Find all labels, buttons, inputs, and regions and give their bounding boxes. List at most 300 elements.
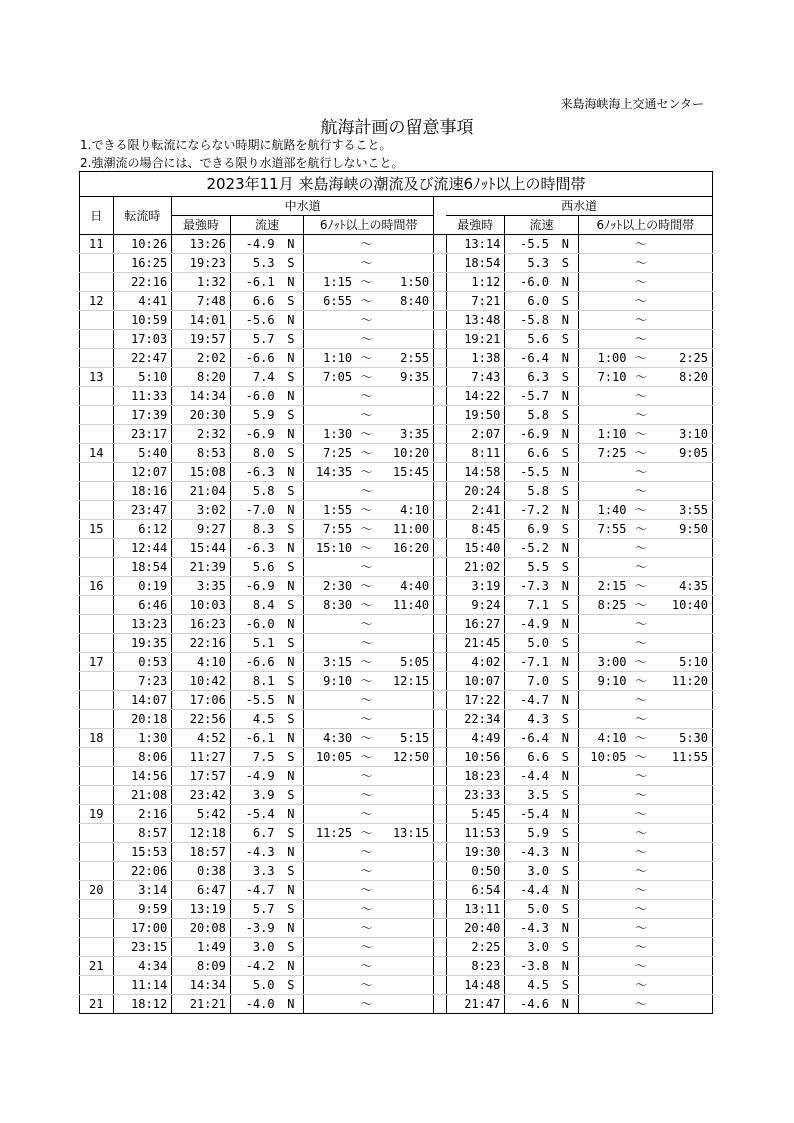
cell-nishi-tilde: ～	[631, 463, 652, 482]
cell-nishi-to	[651, 539, 712, 558]
cell-nishi-direction: N	[553, 805, 578, 824]
cell-separator	[434, 292, 447, 311]
cell-nishi-direction: N	[553, 425, 578, 444]
cell-separator	[434, 748, 447, 767]
cell-naka-to: 9:35	[377, 368, 434, 387]
cell-separator	[434, 938, 447, 957]
cell-nishi-from	[578, 976, 630, 995]
cell-nishi-speed: -4.4	[505, 767, 553, 786]
cell-day: 18	[80, 729, 114, 748]
cell-day	[80, 691, 114, 710]
cell-naka-direction: S	[279, 672, 304, 691]
cell-naka-speed: 3.0	[230, 938, 278, 957]
cell-naka-max: 4:10	[172, 653, 231, 672]
cell-naka-to: 16:20	[377, 539, 434, 558]
cell-day	[80, 862, 114, 881]
cell-nishi-tilde: ～	[631, 843, 652, 862]
cell-nishi-to	[651, 995, 712, 1014]
cell-turn: 15:53	[113, 843, 172, 862]
cell-nishi-direction: S	[553, 406, 578, 425]
header-nishi-channel: 西水道	[446, 197, 712, 216]
cell-nishi-from	[578, 482, 630, 501]
cell-nishi-direction: S	[553, 862, 578, 881]
cell-naka-speed: 4.5	[230, 710, 278, 729]
table-row	[80, 653, 713, 672]
cell-naka-to	[377, 634, 434, 653]
cell-naka-from	[304, 615, 356, 634]
cell-turn: 22:06	[113, 862, 172, 881]
cell-naka-speed: 8.1	[230, 672, 278, 691]
cell-naka-max: 5:42	[172, 805, 231, 824]
note-2: 2.強潮流の場合には、できる限り水道部を航行しないこと。	[80, 156, 404, 170]
cell-nishi-speed: -4.9	[505, 615, 553, 634]
cell-nishi-to: 9:05	[651, 444, 712, 463]
cell-nishi-max: 15:40	[446, 539, 505, 558]
cell-turn: 5:40	[113, 444, 172, 463]
cell-nishi-speed: -4.7	[505, 691, 553, 710]
cell-nishi-direction: S	[553, 368, 578, 387]
cell-nishi-from	[578, 292, 630, 311]
cell-turn: 22:16	[113, 273, 172, 292]
cell-nishi-to	[651, 938, 712, 957]
cell-nishi-tilde: ～	[631, 653, 652, 672]
table-row	[80, 976, 713, 995]
cell-day	[80, 311, 114, 330]
cell-naka-max: 14:34	[172, 976, 231, 995]
cell-naka-max: 21:04	[172, 482, 231, 501]
cell-nishi-to: 5:30	[651, 729, 712, 748]
cell-nishi-max: 2:07	[446, 425, 505, 444]
cell-nishi-max: 11:53	[446, 824, 505, 843]
cell-nishi-max: 8:45	[446, 520, 505, 539]
cell-nishi-tilde: ～	[631, 235, 652, 254]
cell-turn: 12:44	[113, 539, 172, 558]
cell-naka-speed: -6.9	[230, 577, 278, 596]
cell-separator	[434, 501, 447, 520]
cell-nishi-max: 14:58	[446, 463, 505, 482]
cell-nishi-from: 1:10	[578, 425, 630, 444]
cell-nishi-tilde: ～	[631, 596, 652, 615]
cell-nishi-max: 13:14	[446, 235, 505, 254]
cell-day	[80, 900, 114, 919]
cell-naka-to	[377, 387, 434, 406]
cell-naka-tilde: ～	[356, 786, 377, 805]
cell-separator	[434, 919, 447, 938]
cell-nishi-tilde: ～	[631, 919, 652, 938]
cell-turn: 2:16	[113, 805, 172, 824]
cell-nishi-speed: -7.1	[505, 653, 553, 672]
cell-naka-to: 12:15	[377, 672, 434, 691]
cell-separator	[434, 672, 447, 691]
cell-naka-direction: S	[279, 330, 304, 349]
cell-naka-max: 17:57	[172, 767, 231, 786]
cell-separator	[434, 957, 447, 976]
cell-naka-speed: -5.4	[230, 805, 278, 824]
cell-turn: 11:33	[113, 387, 172, 406]
cell-naka-from	[304, 881, 356, 900]
cell-separator	[434, 482, 447, 501]
cell-naka-speed: 5.7	[230, 900, 278, 919]
cell-nishi-from	[578, 710, 630, 729]
cell-nishi-from	[578, 767, 630, 786]
cell-nishi-direction: S	[553, 444, 578, 463]
cell-nishi-tilde: ～	[631, 482, 652, 501]
cell-nishi-direction: S	[553, 520, 578, 539]
cell-naka-speed: 5.3	[230, 254, 278, 273]
cell-turn: 6:46	[113, 596, 172, 615]
cell-naka-from	[304, 900, 356, 919]
table-row	[80, 254, 713, 273]
cell-nishi-to	[651, 881, 712, 900]
cell-nishi-speed: 3.0	[505, 938, 553, 957]
cell-nishi-from	[578, 957, 630, 976]
cell-naka-to	[377, 919, 434, 938]
cell-nishi-from: 1:40	[578, 501, 630, 520]
cell-nishi-max: 21:45	[446, 634, 505, 653]
cell-day	[80, 406, 114, 425]
cell-nishi-tilde: ～	[631, 292, 652, 311]
cell-nishi-tilde: ～	[631, 444, 652, 463]
cell-turn: 18:54	[113, 558, 172, 577]
cell-nishi-direction: N	[553, 501, 578, 520]
cell-naka-tilde: ～	[356, 406, 377, 425]
cell-naka-from: 15:10	[304, 539, 356, 558]
cell-nishi-to: 3:10	[651, 425, 712, 444]
cell-naka-max: 23:42	[172, 786, 231, 805]
cell-nishi-to	[651, 311, 712, 330]
cell-turn: 17:00	[113, 919, 172, 938]
cell-naka-to	[377, 558, 434, 577]
cell-naka-to: 4:40	[377, 577, 434, 596]
cell-nishi-to	[651, 976, 712, 995]
cell-nishi-to	[651, 634, 712, 653]
cell-nishi-tilde: ～	[631, 900, 652, 919]
cell-turn: 17:03	[113, 330, 172, 349]
cell-nishi-from: 7:55	[578, 520, 630, 539]
cell-turn: 20:18	[113, 710, 172, 729]
cell-nishi-speed: -4.6	[505, 995, 553, 1014]
cell-naka-tilde: ～	[356, 463, 377, 482]
cell-naka-speed: 5.6	[230, 558, 278, 577]
cell-separator	[434, 900, 447, 919]
cell-nishi-to	[651, 463, 712, 482]
cell-turn: 12:07	[113, 463, 172, 482]
cell-nishi-max: 2:25	[446, 938, 505, 957]
cell-nishi-speed: -6.4	[505, 729, 553, 748]
table-row	[80, 406, 713, 425]
cell-turn: 23:17	[113, 425, 172, 444]
cell-nishi-max: 8:11	[446, 444, 505, 463]
cell-nishi-from	[578, 463, 630, 482]
table-row	[80, 539, 713, 558]
cell-nishi-direction: N	[553, 539, 578, 558]
cell-day	[80, 254, 114, 273]
cell-turn: 8:06	[113, 748, 172, 767]
cell-nishi-speed: 5.5	[505, 558, 553, 577]
cell-naka-direction: S	[279, 558, 304, 577]
cell-nishi-from: 4:10	[578, 729, 630, 748]
cell-naka-speed: 8.0	[230, 444, 278, 463]
cell-turn: 14:07	[113, 691, 172, 710]
header-nishi-max: 最強時	[446, 216, 505, 235]
cell-turn: 0:53	[113, 653, 172, 672]
cell-naka-direction: N	[279, 805, 304, 824]
cell-turn: 3:14	[113, 881, 172, 900]
cell-nishi-max: 18:54	[446, 254, 505, 273]
cell-nishi-max: 10:56	[446, 748, 505, 767]
table-row	[80, 273, 713, 292]
table-row	[80, 634, 713, 653]
cell-nishi-from: 7:25	[578, 444, 630, 463]
cell-separator	[434, 843, 447, 862]
cell-naka-tilde: ～	[356, 387, 377, 406]
header-naka-speed: 流速	[230, 216, 303, 235]
cell-separator	[434, 976, 447, 995]
cell-nishi-from: 10:05	[578, 748, 630, 767]
cell-day	[80, 786, 114, 805]
cell-nishi-tilde: ～	[631, 976, 652, 995]
cell-separator	[434, 767, 447, 786]
cell-turn: 9:59	[113, 900, 172, 919]
cell-naka-from	[304, 957, 356, 976]
cell-nishi-tilde: ～	[631, 330, 652, 349]
cell-naka-tilde: ～	[356, 653, 377, 672]
table-row	[80, 767, 713, 786]
cell-naka-from	[304, 976, 356, 995]
cell-naka-to: 2:55	[377, 349, 434, 368]
cell-turn: 18:16	[113, 482, 172, 501]
cell-naka-from	[304, 938, 356, 957]
cell-nishi-direction: N	[553, 767, 578, 786]
cell-naka-from	[304, 558, 356, 577]
cell-naka-to	[377, 691, 434, 710]
cell-naka-to: 13:15	[377, 824, 434, 843]
cell-turn: 10:26	[113, 235, 172, 254]
cell-nishi-from	[578, 881, 630, 900]
cell-day	[80, 672, 114, 691]
cell-nishi-direction: N	[553, 919, 578, 938]
cell-naka-to: 12:50	[377, 748, 434, 767]
cell-nishi-direction: S	[553, 558, 578, 577]
cell-nishi-speed: 6.6	[505, 748, 553, 767]
cell-naka-direction: S	[279, 976, 304, 995]
cell-day: 15	[80, 520, 114, 539]
cell-day: 12	[80, 292, 114, 311]
cell-naka-direction: N	[279, 425, 304, 444]
cell-naka-max: 2:02	[172, 349, 231, 368]
cell-naka-to	[377, 710, 434, 729]
cell-separator	[434, 330, 447, 349]
cell-naka-to	[377, 767, 434, 786]
cell-naka-from: 4:30	[304, 729, 356, 748]
cell-separator	[434, 881, 447, 900]
cell-naka-direction: N	[279, 311, 304, 330]
cell-naka-from: 1:30	[304, 425, 356, 444]
cell-naka-max: 3:02	[172, 501, 231, 520]
cell-nishi-from	[578, 235, 630, 254]
cell-nishi-to	[651, 558, 712, 577]
cell-nishi-from: 1:00	[578, 349, 630, 368]
cell-naka-to	[377, 805, 434, 824]
cell-naka-tilde: ～	[356, 520, 377, 539]
cell-naka-speed: -4.9	[230, 767, 278, 786]
cell-nishi-from	[578, 387, 630, 406]
cell-nishi-from	[578, 691, 630, 710]
cell-turn: 16:25	[113, 254, 172, 273]
table-row	[80, 444, 713, 463]
cell-nishi-speed: 4.5	[505, 976, 553, 995]
cell-nishi-speed: 5.3	[505, 254, 553, 273]
cell-naka-speed: -4.7	[230, 881, 278, 900]
cell-nishi-max: 22:34	[446, 710, 505, 729]
cell-nishi-speed: 7.0	[505, 672, 553, 691]
cell-nishi-max: 19:30	[446, 843, 505, 862]
cell-naka-direction: N	[279, 349, 304, 368]
cell-naka-max: 1:32	[172, 273, 231, 292]
table-body	[80, 235, 713, 1014]
cell-day: 19	[80, 805, 114, 824]
cell-turn: 7:23	[113, 672, 172, 691]
cell-naka-max: 1:49	[172, 938, 231, 957]
cell-nishi-speed: 3.5	[505, 786, 553, 805]
cell-naka-max: 21:39	[172, 558, 231, 577]
cell-turn: 5:10	[113, 368, 172, 387]
cell-turn: 8:57	[113, 824, 172, 843]
cell-naka-direction: S	[279, 292, 304, 311]
cell-naka-direction: S	[279, 520, 304, 539]
table-row	[80, 995, 713, 1014]
cell-naka-max: 20:30	[172, 406, 231, 425]
cell-naka-speed: -6.1	[230, 273, 278, 292]
cell-nishi-from	[578, 919, 630, 938]
cell-naka-direction: N	[279, 881, 304, 900]
cell-day	[80, 615, 114, 634]
cell-turn: 11:14	[113, 976, 172, 995]
cell-naka-speed: -6.6	[230, 349, 278, 368]
cell-naka-direction: N	[279, 957, 304, 976]
cell-naka-from	[304, 482, 356, 501]
cell-day	[80, 482, 114, 501]
cell-naka-max: 22:16	[172, 634, 231, 653]
cell-turn: 4:41	[113, 292, 172, 311]
cell-day: 17	[80, 653, 114, 672]
cell-nishi-from	[578, 406, 630, 425]
cell-naka-to: 4:10	[377, 501, 434, 520]
cell-naka-max: 8:20	[172, 368, 231, 387]
cell-naka-max: 13:19	[172, 900, 231, 919]
cell-nishi-max: 0:50	[446, 862, 505, 881]
cell-naka-speed: -6.6	[230, 653, 278, 672]
cell-nishi-direction: N	[553, 729, 578, 748]
cell-nishi-from: 8:25	[578, 596, 630, 615]
cell-nishi-to	[651, 957, 712, 976]
cell-separator	[434, 691, 447, 710]
cell-nishi-speed: 5.0	[505, 900, 553, 919]
cell-naka-direction: N	[279, 729, 304, 748]
table-row	[80, 596, 713, 615]
cell-naka-from	[304, 235, 356, 254]
cell-day	[80, 349, 114, 368]
cell-naka-from: 1:10	[304, 349, 356, 368]
cell-nishi-from	[578, 862, 630, 881]
cell-naka-to	[377, 406, 434, 425]
cell-nishi-to	[651, 805, 712, 824]
cell-nishi-max: 14:48	[446, 976, 505, 995]
cell-naka-speed: 3.3	[230, 862, 278, 881]
cell-naka-speed: -3.9	[230, 919, 278, 938]
cell-naka-from	[304, 406, 356, 425]
cell-naka-max: 8:09	[172, 957, 231, 976]
cell-naka-speed: -5.5	[230, 691, 278, 710]
cell-nishi-to	[651, 843, 712, 862]
cell-naka-max: 14:01	[172, 311, 231, 330]
cell-nishi-speed: -7.2	[505, 501, 553, 520]
cell-naka-to	[377, 976, 434, 995]
cell-nishi-direction: N	[553, 615, 578, 634]
cell-nishi-max: 19:21	[446, 330, 505, 349]
cell-nishi-direction: S	[553, 596, 578, 615]
cell-nishi-tilde: ～	[631, 786, 652, 805]
cell-nishi-from	[578, 539, 630, 558]
cell-nishi-to	[651, 254, 712, 273]
cell-naka-to: 11:40	[377, 596, 434, 615]
cell-separator	[434, 634, 447, 653]
cell-nishi-from	[578, 900, 630, 919]
cell-nishi-max: 2:41	[446, 501, 505, 520]
cell-nishi-tilde: ～	[631, 406, 652, 425]
table-row	[80, 292, 713, 311]
cell-naka-direction: S	[279, 862, 304, 881]
table-row	[80, 615, 713, 634]
cell-naka-direction: S	[279, 368, 304, 387]
cell-nishi-from	[578, 843, 630, 862]
cell-nishi-direction: S	[553, 254, 578, 273]
cell-nishi-direction: N	[553, 273, 578, 292]
cell-naka-max: 10:03	[172, 596, 231, 615]
cell-nishi-tilde: ～	[631, 273, 652, 292]
cell-naka-to	[377, 900, 434, 919]
cell-naka-to	[377, 482, 434, 501]
cell-day	[80, 767, 114, 786]
cell-nishi-from: 9:10	[578, 672, 630, 691]
cell-nishi-to: 10:40	[651, 596, 712, 615]
cell-nishi-speed: 6.6	[505, 444, 553, 463]
cell-nishi-direction: N	[553, 881, 578, 900]
cell-nishi-max: 3:19	[446, 577, 505, 596]
cell-turn: 4:34	[113, 957, 172, 976]
cell-naka-max: 19:23	[172, 254, 231, 273]
header-nishi-window: 6ﾉｯﾄ以上の時間帯	[578, 216, 712, 235]
cell-naka-speed: -4.9	[230, 235, 278, 254]
cell-nishi-to	[651, 482, 712, 501]
cell-naka-max: 3:35	[172, 577, 231, 596]
cell-nishi-max: 21:02	[446, 558, 505, 577]
table-row	[80, 330, 713, 349]
cell-day: 20	[80, 881, 114, 900]
cell-separator	[434, 710, 447, 729]
cell-naka-max: 21:21	[172, 995, 231, 1014]
cell-nishi-direction: N	[553, 653, 578, 672]
cell-naka-from: 8:30	[304, 596, 356, 615]
cell-separator	[434, 387, 447, 406]
cell-naka-max: 13:26	[172, 235, 231, 254]
cell-naka-tilde: ～	[356, 558, 377, 577]
cell-nishi-tilde: ～	[631, 254, 652, 273]
cell-naka-speed: -5.6	[230, 311, 278, 330]
cell-naka-tilde: ～	[356, 919, 377, 938]
cell-nishi-tilde: ～	[631, 824, 652, 843]
table-row	[80, 843, 713, 862]
